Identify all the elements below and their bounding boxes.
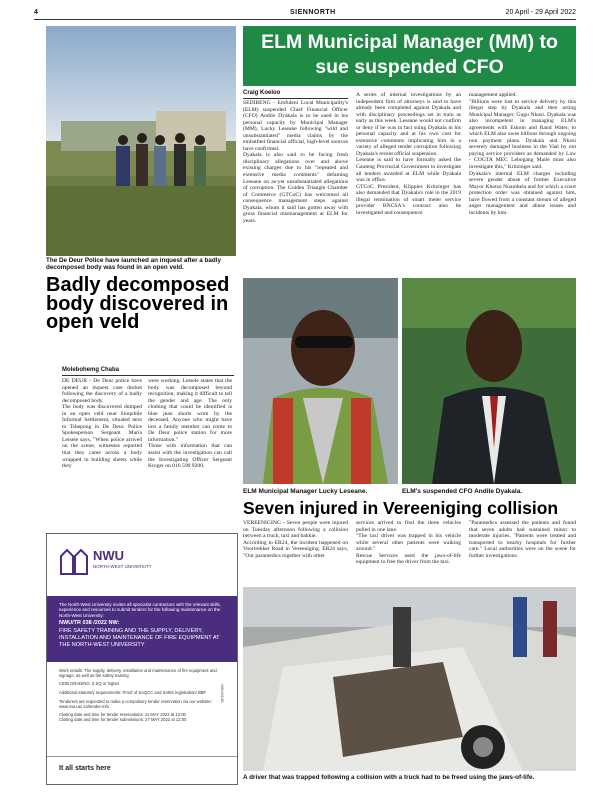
mm-headline: ELM Municipal Manager (MM) to sue suspended CFO [261, 31, 558, 78]
accident-photo-caption: A driver that was trapped following a collision with a truck had to be freed using the jaws-of-life. [243, 774, 535, 781]
nwu-detail-line: Work entails: The supply, delivery, installation and maintenance of fire equipment and signage, as well as fire safety training [59, 668, 217, 679]
mm-article-col2: A series of internal investigations by an independent firm of attorneys is said to have already been completed against Dyakala and with disciplinary proceedings set in train as early as this week. Leseane would not confirm or deny if he was in fact suing Dyakala in his personal capacity and at his own cost for extensive comments implicating him in a variety of alleged tender corruption following Dyakala's recent official suspension. Leseane is said to have formally asked the Gauteng Provincial Government to investigate all tenders awarded at ELM while Dyakala was in office. GTCoC President, Klippies Kritzinger has also demanded that Dyakala's role in the 2019 illegal termination of smart meter service provider BNCSA's contract also be investigated and consequence [356, 92, 461, 216]
body-article-col1: DE DEUR - De Deur police have opened an inquest case docket following the discovery of a badly decomposed body. The body was discovered dumped in an open veld near Sinqobile Informal Settlement, situated next to Tshepong in De Deur. Police Spokesperson Sergeant Maria Letsele says, "When police arrived on the scene, witnesses reported that they came across a body wrapped in building sheets while they [62, 378, 142, 470]
mm-article-col1: SEDIBENG - Emfuleni Local Municipality's (ELM) suspended Chief Financial Officer (CFO) Andile Dyakala is to be sued in his personal capacity by Municipal Manager (MM), Lucky Leseane following "wild and unsubstantiated" media claims by the embattled financial official, high-level sources have confirmed. Dyakala is also said to be facing fresh disciplinary allegations over and above existing charges due to his "repeated and extensive media comments" defaming Leseane on as-yet unsubstantiated allegations of corruption. The Golden Triangle Chamber of Commerce (GTCoC) has welcomed all consequence management steps against Dyakala, whom it said has gotten away with gross financial mismanagement at ELM for years. [243, 100, 348, 224]
body-article-col2: were working. Letsele states that the body was decomposed beyond recognition, making it difficult to tell the gender and age. The only clothing that could be identified is blue jean shorts worn by the deceased. Anyone who might have lost a family member can come to De Deur police station for more information." Those with information that can assist with the investigation can call the Investigating Officer Sergeant Kruger on 016 590 9200. [148, 378, 232, 470]
nwu-logo-text: NWU [93, 548, 125, 563]
nwu-detail-line: Tenderers are requested to make a compulsory tender reservation via our website: www.nwu.ac.za/tender-info [59, 698, 212, 710]
body-byline-rule [62, 375, 234, 376]
mm-article-col3: management applied. "Billions were lost to service delivery by this illegal step by Dyakala and then acting Municipal Manager, Gugu Nkosi. Dyakala was also incompetent in managing ELM's agreements with Eskom and Rand Water, to which ELM also owes billions through ongoing non payment plans. Dyakala and Nkosi severely damaged business in the Vaal by not paying service providers as demanded by Law - COGTA MEC Lebogang Maile must also investigate this," Kritzinger said. Dyakala's internal ELM charges including severe gender abuse of former Executive Mayor Khotso Nuambela and for which a court protection order was obtained against him, have flowed from a constant stream of alleged anger management and abuse issues and incidents by him. [469, 92, 576, 216]
nwu-logo-icon [59, 548, 89, 576]
header-rule [34, 19, 576, 20]
nwu-detail-line: Additional statutory requirements: Proof of SAQCC and SABS registration/ BBF [59, 689, 207, 695]
nwu-logo-subtitle: NORTH-WEST UNIVERSITY [93, 564, 152, 569]
nwu-tender-advert [46, 533, 238, 785]
nwu-tender-title: FIRE SAFETY TRAINING AND THE SUPPLY, DELIVERY, INSTALLATION AND MAINTENANCE OF FIRE EQUIPMENT AT THE NORTH-WEST UNIVERSITY [59, 628, 220, 648]
issue-date: 20 April - 29 April 2022 [505, 9, 576, 16]
nwu-tender-details [59, 668, 219, 723]
mm-headline-banner [243, 26, 576, 86]
nwu-detail-line: Closing date and time for tender reservations: 11 MAY 2022 at 12:00 [59, 712, 186, 718]
accident-col2: services arrived to find the three vehicles pulled in one lane. "The taxi driver was trapped in his vehicle while several other patients were walking around." Rescue Services used the jaws-of-life equipment to free the driver from the taxi. [356, 520, 461, 566]
masthead: SIENNORTH [290, 9, 336, 16]
nwu-tender-ref: NWU/TR 038 /2022 NW: [59, 620, 120, 626]
body-byline: Molebohemg Chaba [62, 367, 120, 373]
accident-col1: VEREENIGING - Seven people were injured on Tuesday afternoon following a collision between a truck, taxi and bakkie. According to ER24, the incident happened on Voortrekker Road in Vereeniging. ER24 says, "Our paramedics together with other [243, 520, 348, 559]
nwu-purple-panel [47, 596, 237, 662]
nwu-side-code: NWU0138 [220, 684, 225, 703]
body-scene-photo [46, 26, 236, 256]
nwu-detail-line: CIDB GRADING: 5 SQ or higher [59, 681, 120, 687]
accident-photo [243, 587, 576, 771]
nwu-slogan: It all starts here [59, 765, 111, 772]
leseane-photo [243, 278, 398, 484]
mm-byline-rule [243, 98, 348, 99]
body-photo-caption: The De Deur Police have launched an inquest after a badly decomposed body was found in an open veld. [46, 257, 221, 272]
leseane-caption: ELM Municipal Manager Lucky Leseane. [243, 488, 368, 495]
nwu-divider [47, 756, 237, 757]
mm-byline: Craig Koeloo [243, 90, 281, 96]
dyakala-caption: ELM's suspended CFO Andile Dyakala. [402, 488, 523, 495]
dyakala-photo [402, 278, 576, 484]
nwu-detail-line: Closing date and time for tender submissions: 27 MAY 2022 at 12:00 [59, 717, 187, 723]
body-headline: Badly decomposed body discovered in open veld [46, 274, 230, 333]
accident-headline: Seven injured in Vereeniging collision [243, 498, 559, 518]
accident-col3: "Paramedics assessed the patients and found that seven adults had sustained minor to moderate injuries. "Patients were treated and transported to nearby hospitals for further care." Local authorities were on the scene for further investigations. [469, 520, 576, 559]
nwu-intro-text: The North-West University invites all specialist contractors with the relevant skills, experience and resources to submit tenders for the following maintenance on the North-West University: [59, 602, 221, 618]
page-number: 4 [34, 9, 38, 16]
